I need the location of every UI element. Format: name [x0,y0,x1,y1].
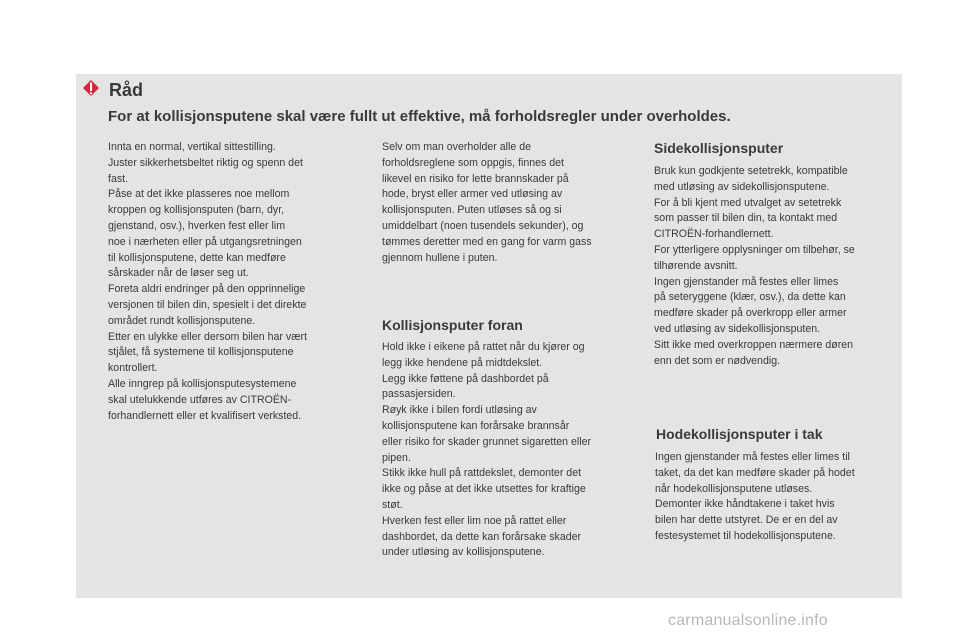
side-airbags-heading: Sidekollisjonsputer [654,140,784,156]
roof-airbags-heading: Hodekollisjonsputer i tak [656,426,823,442]
left-column-text: Innta en normal, vertikal sittestilling. Juster sikkerhetsbeltet riktig og spenn det fast. Påse at det ikke plasseres noe mellom kroppen og kollisjonsputen (barn, dyr, gjenstand, osv.), hverken fest eller lim noe i nærheten eller på utgangsretningen til kollisjonsputene, dette kan medføre sårskader når de løser seg ut. Foreta aldri endringer på den opprinnelige versjonen til bilen din, spesielt i det direkte området rundt kollisjonsputene. Etter en ulykke eller dersom bilen har vært stjålet, få systemene til kollisjonsputene kontrollert. Alle inngrep på kollisjonsputesystemene skal utelukkende utføres av CITROËN- forhandlernett eller et kvalifisert verksted. [108,141,308,422]
section-intro: For at kollisjonsputene skal være fullt ut effektive, må forholdsregler under overholdes. [108,108,731,125]
middle-column-text: Selv om man overholder alle de forholdsreglene som oppgis, finnes det likevel en risiko for lette brannskader på hode, bryst eller armer ved utløsing av kollisjonsputen. Puten utløses så og si umiddelbart (noen tusendels sekunder), og tømmes deretter med en gang for varm gass gjennom hullene i puten. [382,141,592,264]
roof-airbags-text: Ingen gjenstander må festes eller limes til taket, da det kan medføre skader på hodet når hodekollisjonsputene utløses. Demonter ikke håndtakene i taket hvis bilen har dette utstyret. De er en del av festesystemet til hodekollisjonsputene. [655,451,855,542]
side-airbags-text: Bruk kun godkjente setetrekk, kompatible med utløsing av sidekollisjonsputene. For å bli kjent med utvalget av setetrekk som passer til bilen din, ta kontakt med CITROËN-forhandlernett. For ytterligere opplysninger om tilbehør, se tilhørende avsnitt. Ingen gjenstander må festes eller limes på seteryggene (klær, osv.), da dette kan medføre skader på overkropp eller armer ved utløsing av sidekollisjonsputen. Sitt ikke med overkroppen nærmere døren enn det som er nødvendig. [654,165,855,367]
front-airbags-text: Hold ikke i eikene på rattet når du kjører og legg ikke hendene på midtdekslet. Legg ikke føttene på dashbordet på passasjersiden. Røyk ikke i bilen fordi utløsing av kollisjonsputene kan forårsake brannsår eller risiko for skader grunnet sigaretten eller pipen. Stikk ikke hull på rattdekslet, demonter det ikke og påse at det ikke utsettes for kraftige støt. Hverken fest eller lim noe på rattet eller dashbordet, da dette kan forårsake skader under utløsing av kollisjonsputene. [382,341,592,559]
front-airbags-heading: Kollisjonsputer foran [382,317,523,333]
watermark: carmanualsonline.info [668,612,828,629]
section-title: Råd [109,80,144,100]
warning-icon [82,79,100,97]
